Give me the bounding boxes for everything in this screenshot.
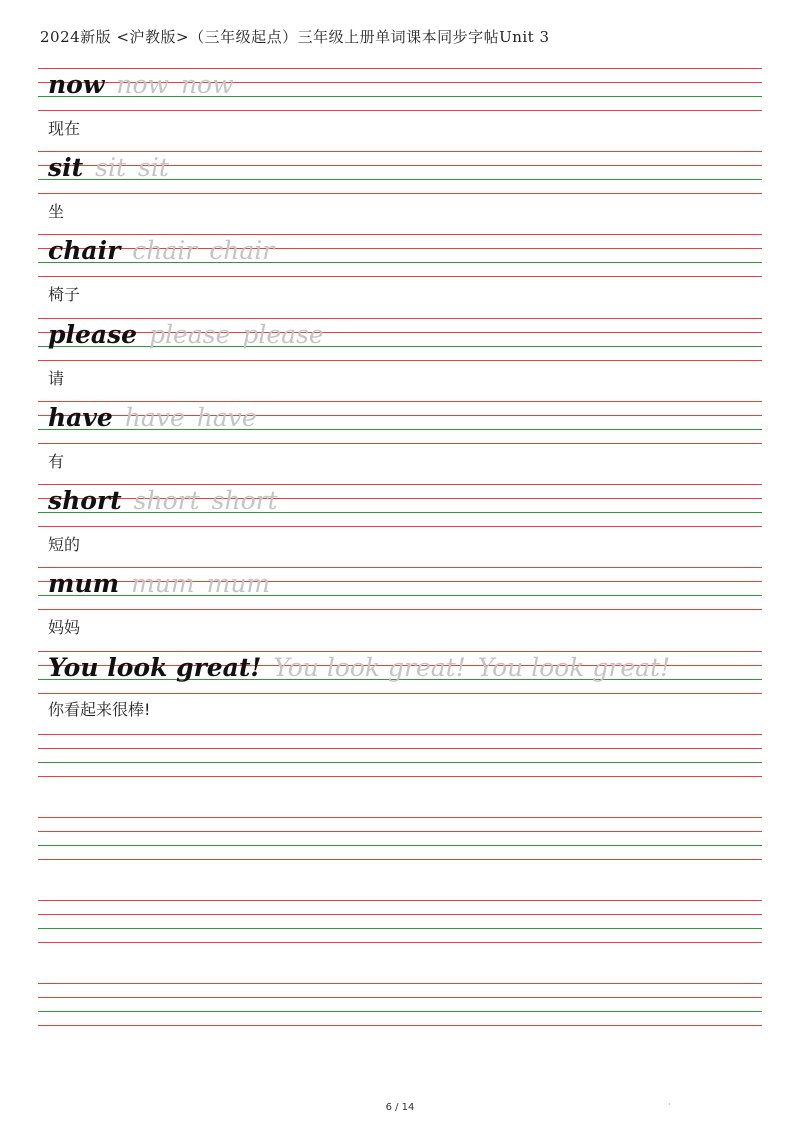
writing-band-7 (38, 651, 762, 694)
word-model: now (48, 70, 105, 99)
baseline-line (38, 845, 762, 846)
writing-band-1 (38, 151, 762, 194)
guide-line (38, 817, 762, 818)
word-model: You look great! (48, 653, 262, 682)
word-meaning: 请 (48, 369, 65, 388)
word-trace: sit (138, 153, 169, 182)
guide-line (38, 443, 762, 444)
guide-line (38, 859, 762, 860)
word-trace: mum (131, 569, 195, 598)
footer-dot: · (668, 1100, 671, 1109)
guide-line (38, 276, 762, 277)
empty-writing-band (38, 983, 762, 1026)
word-trace: now (180, 70, 234, 99)
writing-band-4 (38, 401, 762, 444)
word-meaning: 现在 (48, 119, 81, 138)
guide-line (38, 983, 762, 984)
word-trace: please (149, 320, 231, 349)
guide-line (38, 748, 762, 749)
guide-line (38, 831, 762, 832)
word-meaning: 椅子 (48, 285, 81, 304)
word-trace: short (133, 486, 200, 515)
word-meaning: 有 (48, 452, 65, 471)
empty-writing-band (38, 900, 762, 943)
guide-line (38, 110, 762, 111)
writing-band-6 (38, 567, 762, 610)
word-trace: have (196, 403, 257, 432)
word-model: short (48, 486, 122, 515)
word-trace: chair (209, 236, 275, 265)
word-trace: mum (206, 569, 271, 598)
word-trace: please (242, 320, 324, 349)
word-meaning: 你看起来很棒! (48, 700, 151, 719)
word-row (48, 398, 257, 438)
word-trace: You look great! (273, 653, 466, 682)
writing-band-5 (38, 484, 762, 527)
page-number: 6 / 14 (385, 1102, 415, 1113)
word-row (48, 65, 234, 105)
guide-line (38, 526, 762, 527)
writing-band-3 (38, 318, 762, 361)
word-model: mum (48, 569, 120, 598)
word-meaning: 坐 (48, 202, 65, 221)
word-trace: now (116, 70, 169, 99)
word-row (48, 564, 270, 604)
baseline-line (38, 928, 762, 929)
word-trace: chair (132, 236, 198, 265)
word-trace: You look great! (477, 653, 671, 682)
guide-line (38, 734, 762, 735)
word-row (48, 648, 670, 688)
guide-line (38, 942, 762, 943)
word-model: chair (48, 236, 121, 265)
word-model: sit (48, 153, 84, 182)
word-meaning: 短的 (48, 535, 81, 554)
empty-writing-band (38, 817, 762, 860)
guide-line (38, 609, 762, 610)
writing-band-2 (38, 234, 762, 277)
writing-band-0 (38, 68, 762, 111)
guide-line (38, 693, 762, 694)
baseline-line (38, 1011, 762, 1012)
word-trace: short (211, 486, 278, 515)
word-meaning: 妈妈 (48, 618, 81, 637)
word-row (48, 148, 169, 188)
guide-line (38, 900, 762, 901)
baseline-line (38, 762, 762, 763)
guide-line (38, 360, 762, 361)
page-title: 2024新版 <沪教版>（三年级起点）三年级上册单词课本同步字帖Unit 3 (40, 28, 550, 46)
word-model: please (48, 320, 138, 349)
word-trace: sit (95, 153, 126, 182)
guide-line (38, 1025, 762, 1026)
guide-line (38, 914, 762, 915)
guide-line (38, 776, 762, 777)
empty-writing-band (38, 734, 762, 777)
word-trace: have (124, 403, 185, 432)
guide-line (38, 193, 762, 194)
word-model: have (48, 403, 113, 432)
word-row (48, 481, 278, 521)
word-row (48, 315, 324, 355)
guide-line (38, 997, 762, 998)
word-row (48, 231, 274, 271)
